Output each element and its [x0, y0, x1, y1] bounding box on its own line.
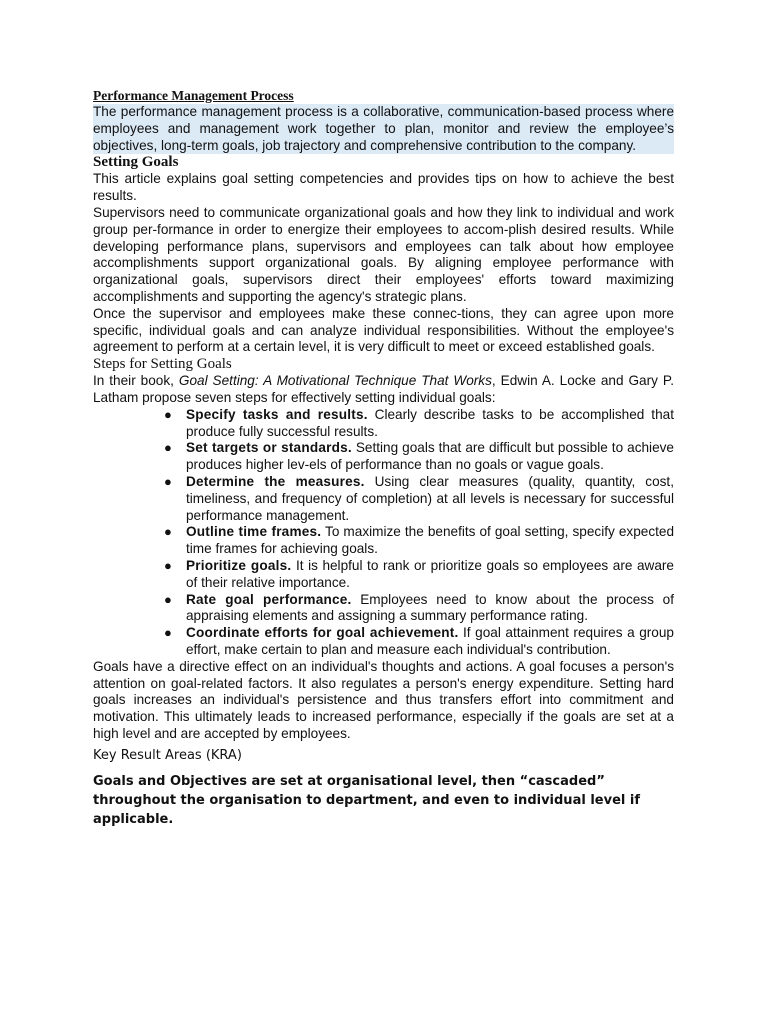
step-title: Rate goal performance.	[186, 591, 352, 607]
step-text: If goal attainment requires a group effort, make certain to plan and measure each individual's contribution.	[186, 625, 674, 657]
document-page	[93, 88, 674, 829]
step-title: Outline time frames.	[186, 524, 322, 540]
steps-list	[93, 407, 674, 659]
paragraph-supervisors: Supervisors need to communicate organizational goals and how they link to individual and work group per-formance in order to energize their employees to accom-plish desired results. While developing performance plans, supervisors and employees can talk about how employee accomplishments support organizational goals. By aligning employee performance with organizational goals, supervisors direct their employees' efforts toward maximizing accomplishments and supporting the agency's strategic plans.	[93, 204, 674, 304]
bullet-icon: ●	[164, 524, 172, 540]
step-title: Set targets or standards.	[186, 440, 352, 456]
step-text: Clearly describe tasks to be accomplished that produce fully successful results.	[186, 406, 674, 439]
list-item-step	[164, 473, 674, 524]
book-title: Goal Setting: A Motivational Technique That Works	[178, 373, 492, 389]
list-item-step	[164, 524, 675, 558]
step-title: Coordinate efforts for goal achievement.	[186, 625, 459, 641]
document-title: Performance Management Process	[93, 88, 294, 103]
bullet-icon: ●	[164, 625, 172, 641]
intro-paragraph-highlighted: The performance management process is a collaborative, communication-based process where employees and management work together to plan, monitor and review the employee’s objectives, long-term goals, job trajectory and comprehensive contribution to the company.	[93, 104, 674, 153]
list-item-step	[164, 406, 674, 441]
kra-heading: Key Result Areas (KRA)	[93, 747, 242, 763]
kra-paragraph: Goals and Objectives are set at organisational level, then “cascaded” throughout the organisation to department, and even to individual level if applicable.	[93, 773, 640, 827]
bullet-icon: ●	[164, 557, 172, 573]
bullet-icon: ●	[164, 406, 172, 422]
list-item-step	[164, 591, 675, 626]
setting-goals-heading: Setting Goals	[93, 154, 179, 171]
step-text: It is helpful to rank or prioritize goals so employees are aware of their relative importance.	[186, 557, 674, 590]
paragraph-book-intro	[93, 373, 674, 407]
step-title: Prioritize goals.	[186, 557, 292, 573]
list-item-step	[164, 440, 674, 474]
paragraph-connections: Once the supervisor and employees make these connec-tions, they can agree upon more specific, individual goals and can analyze individual responsibilities. Without the employee's agreement to perform at a certain level, it is very difficult to meet or exceed established goals.	[93, 305, 674, 355]
paragraph-goals-effect: Goals have a directive effect on an individual's thoughts and actions. A goal focuses a person's attention on goal-related factors. It also regulates a person's energy expenditure. Setting hard goals increases an individual's persistence and thus transfers effort into commitment and motivation. This ultimately leads to increased performance, especially if the goals are set at a high level and are accepted by employees.	[93, 658, 674, 741]
bullet-icon: ●	[164, 440, 172, 456]
paragraph-article-intro: This article explains goal setting competencies and provides tips on how to achieve the best results.	[93, 171, 674, 204]
step-text: Using clear measures (quality, quantity, cost, timeliness, and frequency of completion) at all levels is necessary for successful performance management.	[186, 473, 674, 523]
steps-heading: Steps for Setting Goals	[93, 356, 232, 373]
bullet-icon: ●	[164, 473, 172, 489]
step-title: Determine the measures.	[186, 473, 365, 489]
step-title: Specify tasks and results.	[186, 406, 368, 422]
book-intro-before: In their book,	[93, 373, 179, 389]
list-item-step	[164, 625, 674, 659]
step-text: To maximize the benefits of goal setting, specify expected time frames for achieving goals.	[186, 524, 675, 557]
bullet-icon: ●	[164, 591, 172, 607]
list-item-step	[164, 557, 674, 592]
book-intro-after: , Edwin A. Locke and Gary P. Latham propose seven steps for effectively setting individual goals:	[93, 373, 674, 405]
step-text: Employees need to know about the process of appraising elements and assigning a summary performance rating.	[186, 591, 675, 624]
step-text: Setting goals that are difficult but possible to achieve produces higher lev-els of performance than no goals or vague goals.	[186, 440, 674, 473]
